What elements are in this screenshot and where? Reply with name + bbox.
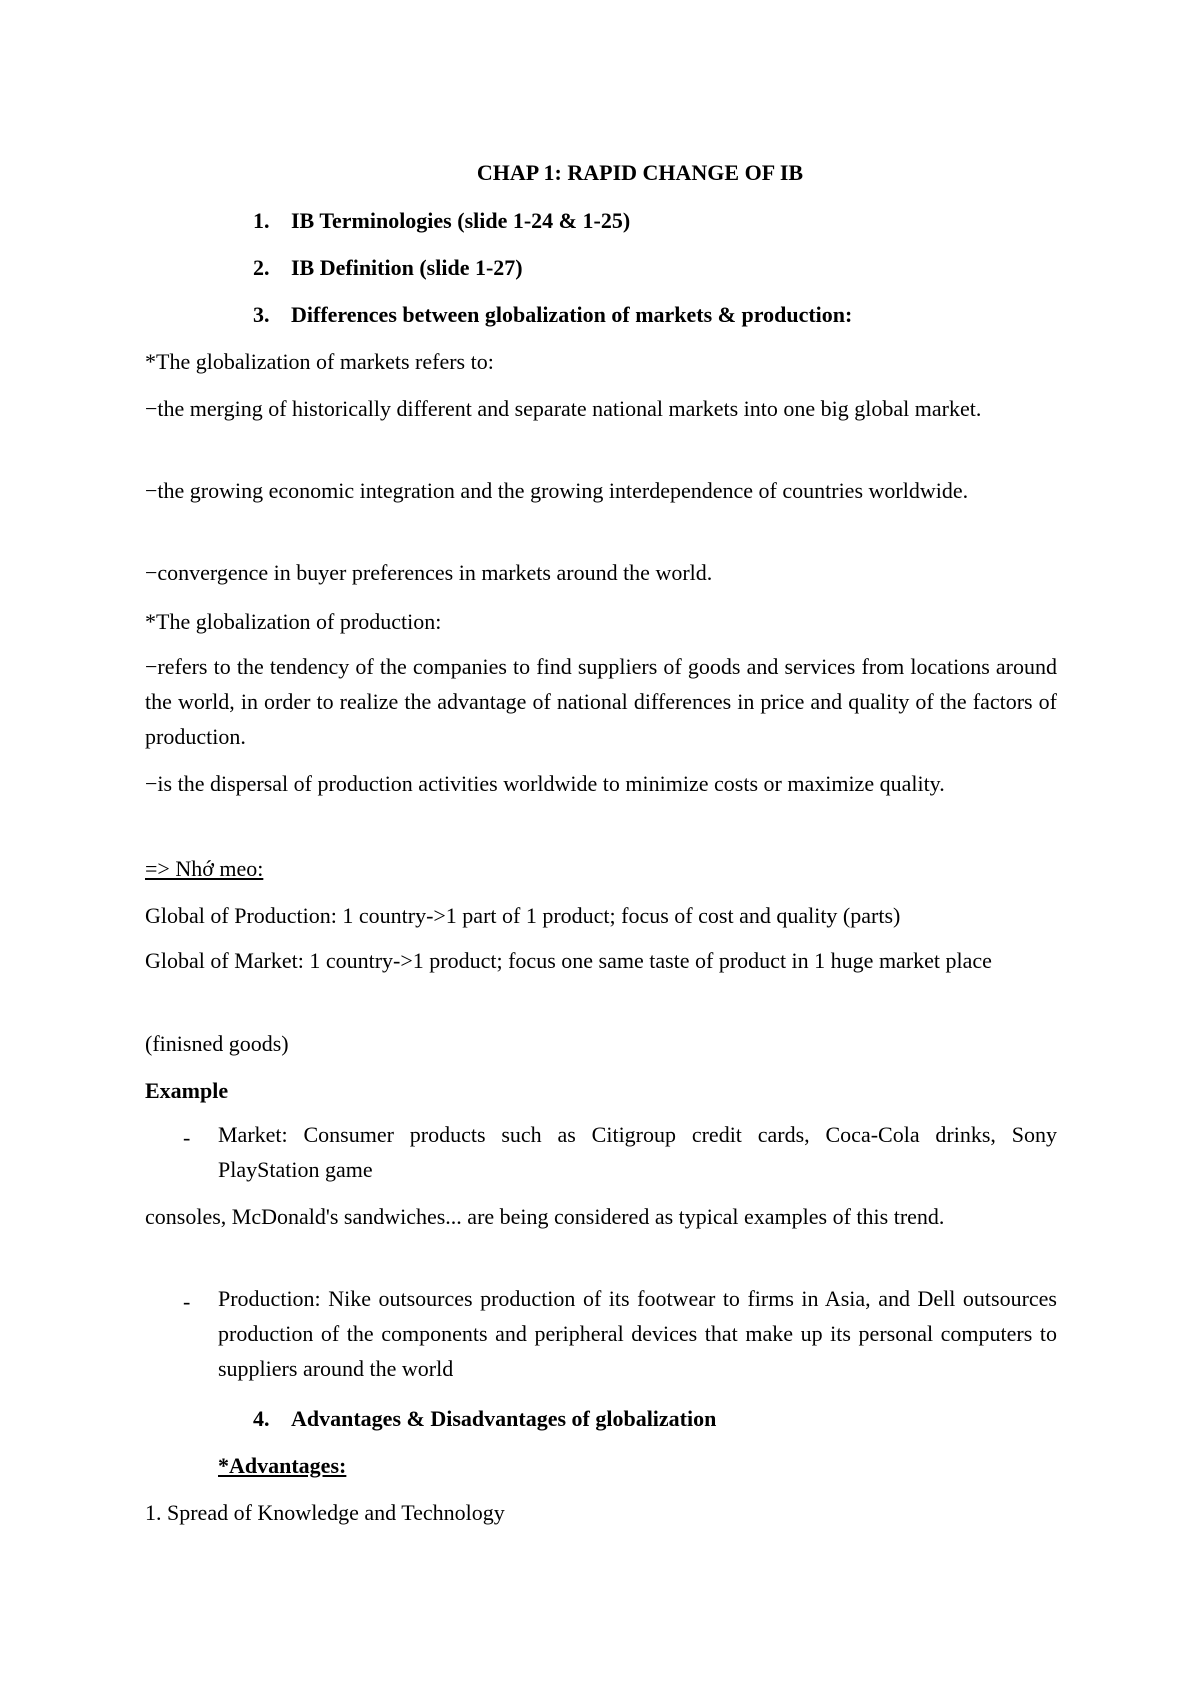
section-text: Advantages & Disadvantages of globalization: [291, 1406, 717, 1431]
tip-production: Global of Production: 1 country->1 part of 1 product; focus of cost and quality (parts): [145, 903, 901, 928]
tip-finished: (finisned goods): [145, 1031, 289, 1056]
example-production: Production: Nike outsources production of its footwear to firms in Asia, and Dell outsources production of the components and peripheral devices that make up its personal computers to suppliers around the world: [218, 1286, 1057, 1381]
example-market-continuation: consoles, McDonald's sandwiches... are being considered as typical examples of this trend.: [145, 1204, 945, 1229]
section-number: 1.: [253, 208, 270, 233]
section-heading-1: [253, 208, 630, 234]
section-number: 2.: [253, 255, 270, 280]
markets-point: −convergence in buyer preferences in markets around the world.: [145, 560, 713, 585]
section-text: IB Terminologies (slide 1-24 & 1-25): [291, 208, 631, 233]
production-point: −is the dispersal of production activities worldwide to minimize costs or maximize quality.: [145, 771, 945, 796]
example-market: Market: Consumer products such as Citigroup credit cards, Coca-Cola drinks, Sony PlayStation game: [218, 1122, 1057, 1182]
section-number: 4.: [253, 1406, 270, 1431]
bullet-dash: -: [183, 1289, 191, 1314]
tip-label: => Nhớ meo:: [145, 856, 264, 881]
section-heading-4: [253, 1406, 716, 1432]
production-point: −refers to the tendency of the companies to find suppliers of goods and services from locations around the world, in order to realize the advantage of national differences in price and quality of the factors of production.: [145, 654, 1057, 749]
bullet-dash: -: [183, 1125, 191, 1150]
section-text: IB Definition (slide 1-27): [291, 255, 523, 280]
section-heading-2: [253, 255, 523, 281]
section-heading-3: [253, 302, 852, 328]
markets-point: −the growing economic integration and the growing interdependence of countries worldwide.: [145, 478, 969, 503]
tip-market: Global of Market: 1 country->1 product; focus one same taste of product in 1 huge market place: [145, 948, 992, 973]
markets-heading: *The globalization of markets refers to:: [145, 349, 494, 374]
example-heading: Example: [145, 1078, 229, 1103]
section-number: 3.: [253, 302, 270, 327]
section-text: Differences between globalization of markets & production:: [291, 302, 853, 327]
advantage-item: 1. Spread of Knowledge and Technology: [145, 1500, 505, 1525]
advantages-heading: *Advantages:: [218, 1453, 347, 1478]
markets-point: −the merging of historically different and separate national markets into one big global market.: [145, 396, 982, 421]
page-title: CHAP 1: RAPID CHANGE OF IB: [476, 160, 804, 185]
production-heading: *The globalization of production:: [145, 609, 442, 634]
